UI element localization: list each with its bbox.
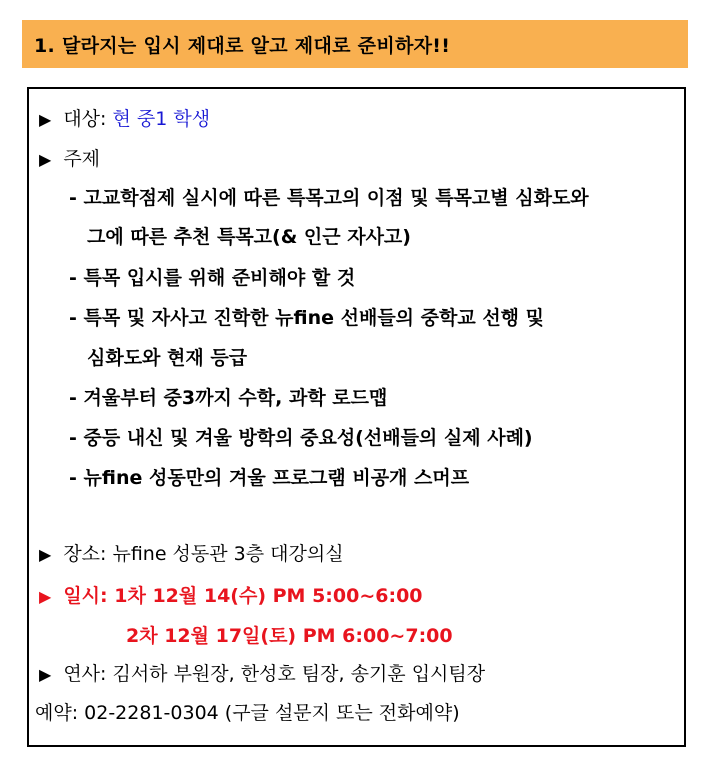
schedule-row [39,584,423,609]
section-title: 1. 달라지는 입시 제대로 알고 제대로 준비하자!! [34,34,451,57]
triangle-right-icon: ▶ [39,110,52,129]
schedule-first: 1차 12월 14(수) PM 5:00~6:00 [114,585,423,607]
speakers-row [39,662,485,687]
topic-item: 심화도와 현재 등급 [87,347,248,369]
place-text: 장소: 뉴fine 성동관 3층 대강의실 [63,543,344,565]
topic-item: - 특목 입시를 위해 준비해야 할 것 [69,267,356,289]
target-row [39,107,210,132]
triangle-right-icon: ▶ [39,545,52,564]
topic-item: - 고교학점제 실시에 따른 특목고의 이점 및 특목고별 심화도와 [69,187,589,209]
triangle-right-icon: ▶ [39,587,52,606]
topic-item: 그에 따른 추천 특목고(& 인근 자사고) [87,226,411,248]
topic-item: - 특목 및 자사고 진학한 뉴fine 선배들의 중학교 선행 및 [69,307,544,329]
topic-item: - 겨울부터 중3까지 수학, 과학 로드맵 [69,387,388,409]
section-header [22,20,688,68]
topic-item: - 뉴fine 성동만의 겨울 프로그램 비공개 스머프 [69,467,470,489]
topic-row [39,147,100,172]
schedule-label: 일시: [63,585,108,607]
target-label: 대상: [63,108,107,130]
speakers-text: 연사: 김서하 부원장, 한성호 팀장, 송기훈 입시팀장 [63,663,486,685]
triangle-right-icon: ▶ [39,150,52,169]
info-box [27,87,686,747]
target-value: 현 중1 학생 [112,108,211,130]
topic-label: 주제 [63,148,101,170]
reservation-text: 예약: 02-2281-0304 (구글 설문지 또는 전화예약) [35,702,460,724]
triangle-right-icon: ▶ [39,665,52,684]
place-row [39,542,344,567]
topic-item: - 중등 내신 및 겨울 방학의 중요성(선배들의 실제 사례) [69,427,533,449]
schedule-second: 2차 12월 17일(토) PM 6:00~7:00 [126,625,453,647]
